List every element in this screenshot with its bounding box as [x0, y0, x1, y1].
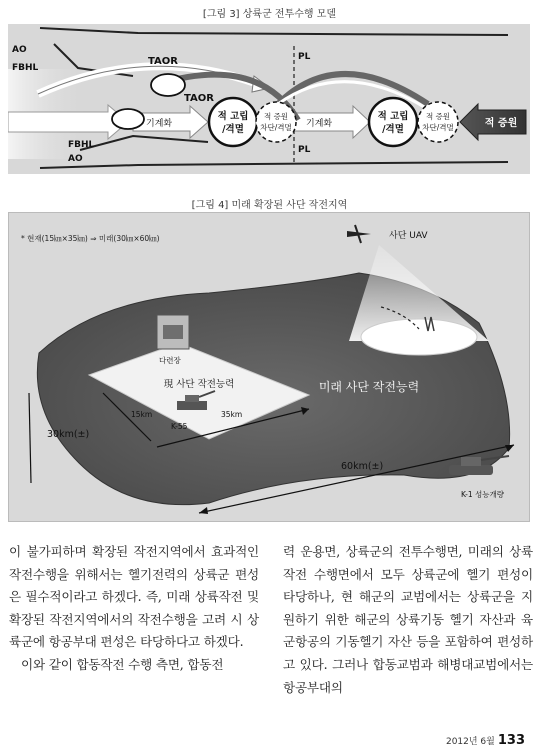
ao-boundary-top: [40, 28, 508, 35]
page-number: 133: [497, 733, 525, 748]
dim-30-label: 30km(±): [47, 429, 90, 440]
enemy-reinf-2-line2: 차단/격멸: [422, 123, 454, 132]
uav-label: 사단 UAV: [389, 231, 428, 241]
enemy-reinf-1-line2: 차단/격멸: [260, 123, 292, 132]
enemy-reinf-2-line1: 적 증원: [425, 112, 451, 121]
k1-label: K-1 성능개량: [461, 490, 504, 499]
future-capability-label: 미래 사단 작전능력: [318, 380, 420, 394]
enemy-isolate-2-line2: /격멸: [382, 124, 404, 135]
taor-objective-1: [151, 74, 185, 96]
left-paragraph-2: 이와 같이 합동작전 수행 측면, 합동전: [21, 656, 224, 672]
left-paragraph-1: 이 불가피하며 확장된 작전지역에서 효과적인 작전수행을 위해서는 헬기전력의 상륙군 편성은 필수적이라고 하겠다. 즉, 미래 상륙작전 및 확장된 작전지역에서의 작전수행을 고려 시 상륙군에 항공부대 편성은 타당하다고 하겠다.: [9, 544, 259, 650]
mlrs-label: 다련장: [159, 356, 181, 365]
enemy-reinforcement-label: 적 증원: [484, 118, 518, 129]
dim-arrow-30-outer: [29, 393, 31, 483]
dim-35-label: 35km: [221, 410, 243, 419]
enemy-isolate-2-line1: 적 고립: [377, 111, 409, 122]
right-column: [283, 541, 533, 699]
pl-bottom-label: PL: [298, 145, 311, 155]
figure3-diagram: [8, 24, 530, 174]
enemy-reinf-node-1: [256, 102, 296, 142]
ao-boundary-bottom: [40, 162, 508, 168]
fbhl-bottom-label: FBHL: [68, 140, 95, 150]
enemy-isolate-node-1: [209, 98, 257, 146]
enemy-isolate-1-line1: 적 고립: [217, 111, 249, 122]
dim-15-label: 15km: [131, 410, 153, 419]
dim-60-label: 60km(±): [341, 461, 384, 472]
k55-label: K-55: [171, 422, 188, 431]
page-footer: [446, 733, 525, 748]
ao-bottom-label: AO: [68, 154, 83, 164]
uav-coverage-area: [361, 319, 477, 355]
enemy-reinf-node-2: [418, 102, 458, 142]
area-note: * 현재(15㎞×35㎞) ⇒ 미래(30㎞×60㎞): [21, 234, 160, 243]
uav-icon: [347, 225, 371, 243]
fbhl-top-label: FBHL: [12, 63, 39, 73]
enemy-isolate-node-2: [369, 98, 417, 146]
taor-label-2: TAOR: [184, 93, 214, 104]
fbhl-line-bottom: [80, 136, 208, 150]
pl-top-label: PL: [298, 52, 311, 62]
enemy-isolate-1-line2: /격멸: [222, 124, 244, 135]
enemy-reinf-1-line1: 적 증원: [263, 112, 289, 121]
ao-top-label: AO: [12, 45, 27, 55]
taor-label-1: TAOR: [148, 56, 178, 67]
mech-label-2: 기계화: [306, 119, 333, 129]
left-column: [9, 541, 259, 677]
figure4-diagram: [8, 212, 530, 522]
footer-date: 2012년 6월: [445, 737, 495, 747]
current-capability-label: 現 사단 작전능력: [163, 379, 235, 390]
figure3-caption: [그림 3] 상륙군 전투수행 모델: [202, 9, 337, 20]
mech-label-1: 기계화: [146, 119, 173, 129]
air-assault-arc-3: [278, 74, 428, 104]
figure4-caption: [그림 4] 미래 확장된 사단 작전지역: [191, 200, 348, 211]
right-paragraph: 력 운용면, 상륙군의 전투수행면, 미래의 상륙작전 수행면에서 모두 상륙군에 헬기 편성이 타당하나, 현 해군의 교범에서는 상륙군을 지원하기 위한 해군의 상륙기동 헬기 자산과 육군항공의 기동헬기 자산 등을 포함하여 편성하고 있다. 그러나 합동교범과 해병대교범에서는 항공부대의: [283, 544, 533, 695]
taor-objective-2: [112, 109, 144, 129]
